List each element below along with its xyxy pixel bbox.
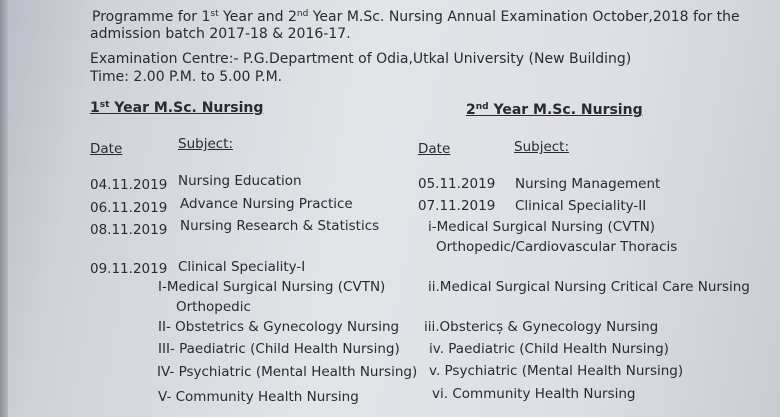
page-edge-shadow	[0, 0, 8, 417]
first-year-row-date: 08.11.2019	[90, 222, 168, 238]
first-year-row-subject: Nursing Research & Statistics	[180, 218, 380, 234]
second-year-speciality-line: v. Psychiatric (Mental Health Nursing)	[429, 363, 684, 379]
programme-line-2: admission batch 2017-18 & 2016-17.	[90, 26, 351, 42]
first-year-row-date: 06.11.2019	[90, 200, 168, 216]
first-year-row-date: 09.11.2019	[90, 261, 168, 277]
first-year-speciality-line: III- Paediatric (Child Health Nursing)	[158, 341, 400, 357]
second-year-speciality-line: iv. Paediatric (Child Health Nursing)	[429, 341, 669, 357]
second-year-speciality-line: ii.Medical Surgical Nursing Critical Care Nursing	[428, 279, 750, 295]
first-year-speciality-line: II- Obstetrics & Gynecology Nursing	[158, 319, 400, 335]
first-year-subject-header: Subject:	[178, 136, 234, 152]
second-year-row-date: 07.11.2019	[418, 198, 496, 214]
second-year-speciality-line: vi. Community Health Nursing	[432, 386, 636, 402]
second-year-heading: 2nd Year M.Sc. Nursing	[466, 102, 643, 118]
first-year-row-subject: Nursing Education	[178, 173, 302, 189]
first-year-speciality-line: I-Medical Surgical Nursing (CVTN)	[158, 279, 386, 295]
second-year-speciality-line: Orthopedic/Cardiovascular Thoracis	[436, 239, 678, 255]
exam-time: Time: 2.00 P.M. to 5.00 P.M.	[90, 69, 283, 85]
second-year-row-date: 05.11.2019	[418, 176, 496, 192]
first-year-speciality-line: IV- Psychiatric (Mental Health Nursing)	[157, 364, 418, 380]
first-year-row-subject: Advance Nursing Practice	[180, 196, 353, 212]
first-year-speciality-line: V- Community Health Nursing	[158, 389, 359, 405]
examination-centre: Examination Centre:- P.G.Department of Odia,Utkal University (New Building)	[90, 51, 632, 67]
second-year-subject-header: Subject:	[514, 139, 570, 155]
first-year-speciality-line: Orthopedic	[176, 299, 251, 315]
programme-line-1: Programme for 1st Year and 2nd Year M.Sc. Nursing Annual Examination October,2018 for the	[92, 9, 740, 25]
first-year-date-header: Date	[90, 141, 123, 157]
first-year-row-date: 04.11.2019	[90, 177, 168, 193]
second-year-speciality-line: i-Medical Surgical Nursing (CVTN)	[428, 219, 656, 235]
first-year-row-subject: Clinical Speciality-I	[178, 259, 306, 275]
first-year-heading: 1st Year M.Sc. Nursing	[90, 100, 264, 116]
second-year-row-subject: Clinical Speciality-II	[515, 198, 647, 214]
second-year-row-subject: Nursing Management	[515, 176, 661, 192]
second-year-date-header: Date	[418, 141, 451, 157]
second-year-speciality-line: iii.Obstericș & Gynecology Nursing	[424, 319, 659, 335]
